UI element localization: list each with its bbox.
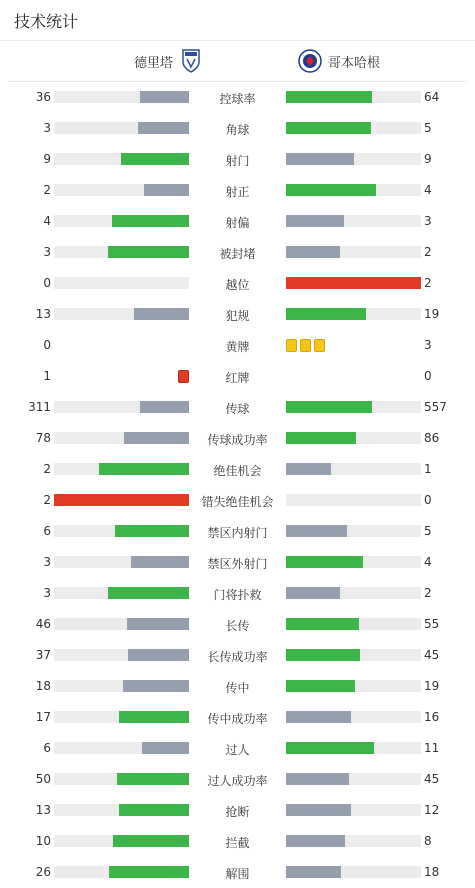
away-bar-track: [286, 835, 421, 847]
home-bar-track: [54, 556, 189, 568]
away-value: 4: [424, 183, 432, 197]
home-value: 4: [43, 214, 51, 228]
stat-row: [0, 330, 475, 361]
away-value: 12: [424, 803, 440, 817]
home-value: 2: [43, 493, 51, 507]
home-value: 3: [43, 245, 51, 259]
away-bar-fill: [286, 680, 355, 692]
home-bar-track: [54, 246, 189, 258]
away-value: 55: [424, 617, 440, 631]
away-value: 557: [424, 400, 447, 414]
home-bar-track: [54, 432, 189, 444]
stat-row: [0, 578, 475, 609]
away-bar-track: [286, 494, 421, 506]
yellow-card-icon: [286, 339, 297, 352]
stat-label: 传球成功率: [207, 433, 268, 447]
home-bar-track: [54, 277, 189, 289]
away-bar-track: [286, 866, 421, 878]
away-value: 0: [424, 493, 432, 507]
away-value: 18: [424, 865, 440, 879]
away-bar-track: [286, 587, 421, 599]
home-bar-track: [54, 215, 189, 227]
home-bar-track: [54, 525, 189, 537]
home-bar-track: [54, 835, 189, 847]
away-bar-track: [286, 556, 421, 568]
stat-row: [0, 423, 475, 454]
yellow-card-icon: [314, 339, 325, 352]
home-value: 78: [35, 431, 51, 445]
stat-label: 红牌: [225, 371, 250, 385]
away-bar-track: [286, 432, 421, 444]
stat-label: 传球: [225, 402, 250, 416]
stat-label: 拦截: [225, 836, 250, 850]
stat-label: 射偏: [225, 216, 250, 230]
home-bar-track: [54, 649, 189, 661]
home-bar-track: [54, 804, 189, 816]
team-header: [8, 41, 467, 82]
away-team-name: 哥本哈根: [328, 55, 381, 71]
stat-label: 抢断: [225, 805, 250, 819]
stat-row: [0, 392, 475, 423]
red-card-icon: [178, 370, 189, 383]
away-bar-fill: [286, 711, 351, 723]
home-bar-track: [54, 711, 189, 723]
home-bar-fill: [131, 556, 189, 568]
away-bar-track: [286, 463, 421, 475]
away-bar-fill: [286, 618, 359, 630]
away-bar-fill: [286, 308, 366, 320]
away-value: 19: [424, 307, 440, 321]
home-value: 3: [43, 121, 51, 135]
home-bar-fill: [99, 463, 189, 475]
home-bar-fill: [128, 649, 189, 661]
away-value: 2: [424, 586, 432, 600]
away-bar-fill: [286, 742, 374, 754]
stat-row: [0, 237, 475, 268]
home-bar-fill: [115, 525, 189, 537]
stat-label: 过人成功率: [207, 774, 268, 788]
home-value: 0: [43, 338, 51, 352]
home-bar-fill: [54, 494, 189, 506]
stat-label: 控球率: [219, 92, 256, 106]
home-bar-fill: [113, 835, 189, 847]
home-bar-fill: [119, 804, 189, 816]
home-bar-fill: [124, 432, 189, 444]
home-value: 17: [35, 710, 51, 724]
stat-row: [0, 175, 475, 206]
stat-row: [0, 144, 475, 175]
stat-row: [0, 547, 475, 578]
away-bar-track: [286, 277, 421, 289]
away-value: 2: [424, 245, 432, 259]
stat-row: [0, 268, 475, 299]
away-bar-fill: [286, 401, 372, 413]
away-value: 1: [424, 462, 432, 476]
away-bar-fill: [286, 835, 345, 847]
home-bar-track: [54, 773, 189, 785]
stat-label: 射门: [225, 154, 250, 168]
away-value: 8: [424, 834, 432, 848]
away-team[interactable]: [298, 41, 380, 81]
home-bar-fill: [123, 680, 189, 692]
away-bar-track: [286, 153, 421, 165]
stat-row: [0, 454, 475, 485]
away-value: 19: [424, 679, 440, 693]
home-bar-track: [54, 494, 189, 506]
home-value: 311: [28, 400, 51, 414]
away-bar-track: [286, 773, 421, 785]
away-bar-fill: [286, 773, 349, 785]
home-bar-fill: [144, 184, 189, 196]
away-bar-fill: [286, 215, 344, 227]
home-team[interactable]: [134, 41, 201, 81]
home-bar-track: [54, 866, 189, 878]
away-bar-fill: [286, 122, 371, 134]
stat-label: 长传成功率: [207, 650, 268, 664]
home-bar-fill: [134, 308, 189, 320]
home-value: 2: [43, 462, 51, 476]
away-value: 45: [424, 648, 440, 662]
home-bar-track: [54, 742, 189, 754]
home-team-name: 德里塔: [134, 55, 174, 71]
stat-label: 角球: [225, 123, 250, 137]
home-bar-track: [54, 91, 189, 103]
stat-label: 解围: [225, 867, 250, 881]
home-value: 26: [35, 865, 51, 879]
away-value: 16: [424, 710, 440, 724]
home-bar-track: [54, 184, 189, 196]
away-value: 11: [424, 741, 440, 755]
stat-label: 犯规: [225, 309, 250, 323]
away-bar-track: [286, 742, 421, 754]
stat-row: [0, 609, 475, 640]
home-bar-fill: [127, 618, 189, 630]
page-title: 技术统计: [14, 11, 79, 31]
away-bar-fill: [286, 432, 356, 444]
away-bar-track: [286, 184, 421, 196]
away-value: 5: [424, 524, 432, 538]
home-bar-track: [54, 463, 189, 475]
stat-label: 错失绝佳机会: [201, 495, 274, 509]
home-bar-track: [54, 618, 189, 630]
away-value: 45: [424, 772, 440, 786]
away-bar-track: [286, 525, 421, 537]
home-value: 36: [35, 90, 51, 104]
away-bar-track: [286, 618, 421, 630]
stat-label: 传中成功率: [207, 712, 268, 726]
home-bar-track: [54, 122, 189, 134]
home-value: 46: [35, 617, 51, 631]
away-bar-fill: [286, 463, 331, 475]
stat-row: [0, 361, 475, 392]
away-value: 5: [424, 121, 432, 135]
away-bar-track: [286, 308, 421, 320]
away-bar-track: [286, 246, 421, 258]
away-bar-track: [286, 649, 421, 661]
away-value: 3: [424, 338, 432, 352]
away-bar-fill: [286, 153, 354, 165]
home-bar-fill: [117, 773, 189, 785]
home-value: 13: [35, 803, 51, 817]
away-bar-fill: [286, 556, 363, 568]
home-bar-track: [54, 153, 189, 165]
stat-label: 禁区内射门: [207, 526, 268, 540]
away-value: 64: [424, 90, 440, 104]
stat-row: [0, 764, 475, 795]
stat-label: 门将扑救: [213, 588, 262, 602]
home-bar-fill: [108, 587, 189, 599]
home-bar-track: [54, 587, 189, 599]
away-bar-fill: [286, 184, 376, 196]
home-value: 9: [43, 152, 51, 166]
home-value: 3: [43, 555, 51, 569]
home-bar-fill: [119, 711, 189, 723]
home-cards: [178, 370, 189, 383]
home-bar-fill: [142, 742, 189, 754]
stat-label: 绝佳机会: [213, 464, 262, 478]
stat-row: [0, 857, 475, 888]
home-value: 13: [35, 307, 51, 321]
away-value: 3: [424, 214, 432, 228]
stat-row: [0, 299, 475, 330]
home-value: 10: [35, 834, 51, 848]
away-cards: [286, 339, 325, 352]
away-bar-fill: [286, 246, 340, 258]
away-value: 4: [424, 555, 432, 569]
home-value: 3: [43, 586, 51, 600]
away-bar-fill: [286, 277, 421, 289]
away-value: 2: [424, 276, 432, 290]
away-bar-track: [286, 401, 421, 413]
away-bar-track: [286, 711, 421, 723]
home-bar-fill: [140, 91, 189, 103]
away-bar-fill: [286, 804, 351, 816]
home-bar-track: [54, 680, 189, 692]
away-bar-track: [286, 215, 421, 227]
stat-row: [0, 795, 475, 826]
stat-label: 长传: [225, 619, 250, 633]
away-value: 0: [424, 369, 432, 383]
home-bar-fill: [112, 215, 189, 227]
away-bar-track: [286, 122, 421, 134]
home-value: 18: [35, 679, 51, 693]
page-title-bar: [0, 0, 475, 41]
stat-label: 射正: [225, 185, 250, 199]
yellow-card-icon: [300, 339, 311, 352]
away-bar-fill: [286, 587, 340, 599]
home-bar-fill: [121, 153, 189, 165]
stat-row: [0, 702, 475, 733]
away-bar-fill: [286, 649, 360, 661]
stat-row: [0, 516, 475, 547]
away-value: 9: [424, 152, 432, 166]
home-value: 37: [35, 648, 51, 662]
away-value: 86: [424, 431, 440, 445]
home-value: 1: [43, 369, 51, 383]
stat-row: [0, 485, 475, 516]
stat-label: 被封堵: [219, 247, 256, 261]
home-bar-fill: [109, 866, 189, 878]
home-bar-track: [54, 401, 189, 413]
away-bar-track: [286, 680, 421, 692]
home-value: 6: [43, 741, 51, 755]
away-bar-fill: [286, 525, 347, 537]
stat-label: 过人: [225, 743, 250, 757]
stat-row: [0, 671, 475, 702]
home-value: 50: [35, 772, 51, 786]
away-bar-fill: [286, 866, 341, 878]
stat-label: 越位: [225, 278, 250, 292]
stat-row: [0, 640, 475, 671]
home-value: 6: [43, 524, 51, 538]
stats-list: [0, 82, 475, 888]
away-bar-track: [286, 804, 421, 816]
lion-crest-icon: [298, 49, 322, 73]
away-bar-track: [286, 91, 421, 103]
stat-label: 禁区外射门: [207, 557, 268, 571]
stat-label: 黄牌: [225, 340, 250, 354]
home-bar-fill: [138, 122, 189, 134]
away-bar-fill: [286, 91, 372, 103]
stat-label: 传中: [225, 681, 250, 695]
shield-crest-icon: [181, 48, 201, 74]
home-value: 0: [43, 276, 51, 290]
home-bar-fill: [108, 246, 189, 258]
stat-row: [0, 113, 475, 144]
home-value: 2: [43, 183, 51, 197]
stat-row: [0, 206, 475, 237]
home-bar-track: [54, 308, 189, 320]
home-bar-fill: [140, 401, 189, 413]
stat-row: [0, 82, 475, 113]
stat-row: [0, 733, 475, 764]
stat-row: [0, 826, 475, 857]
